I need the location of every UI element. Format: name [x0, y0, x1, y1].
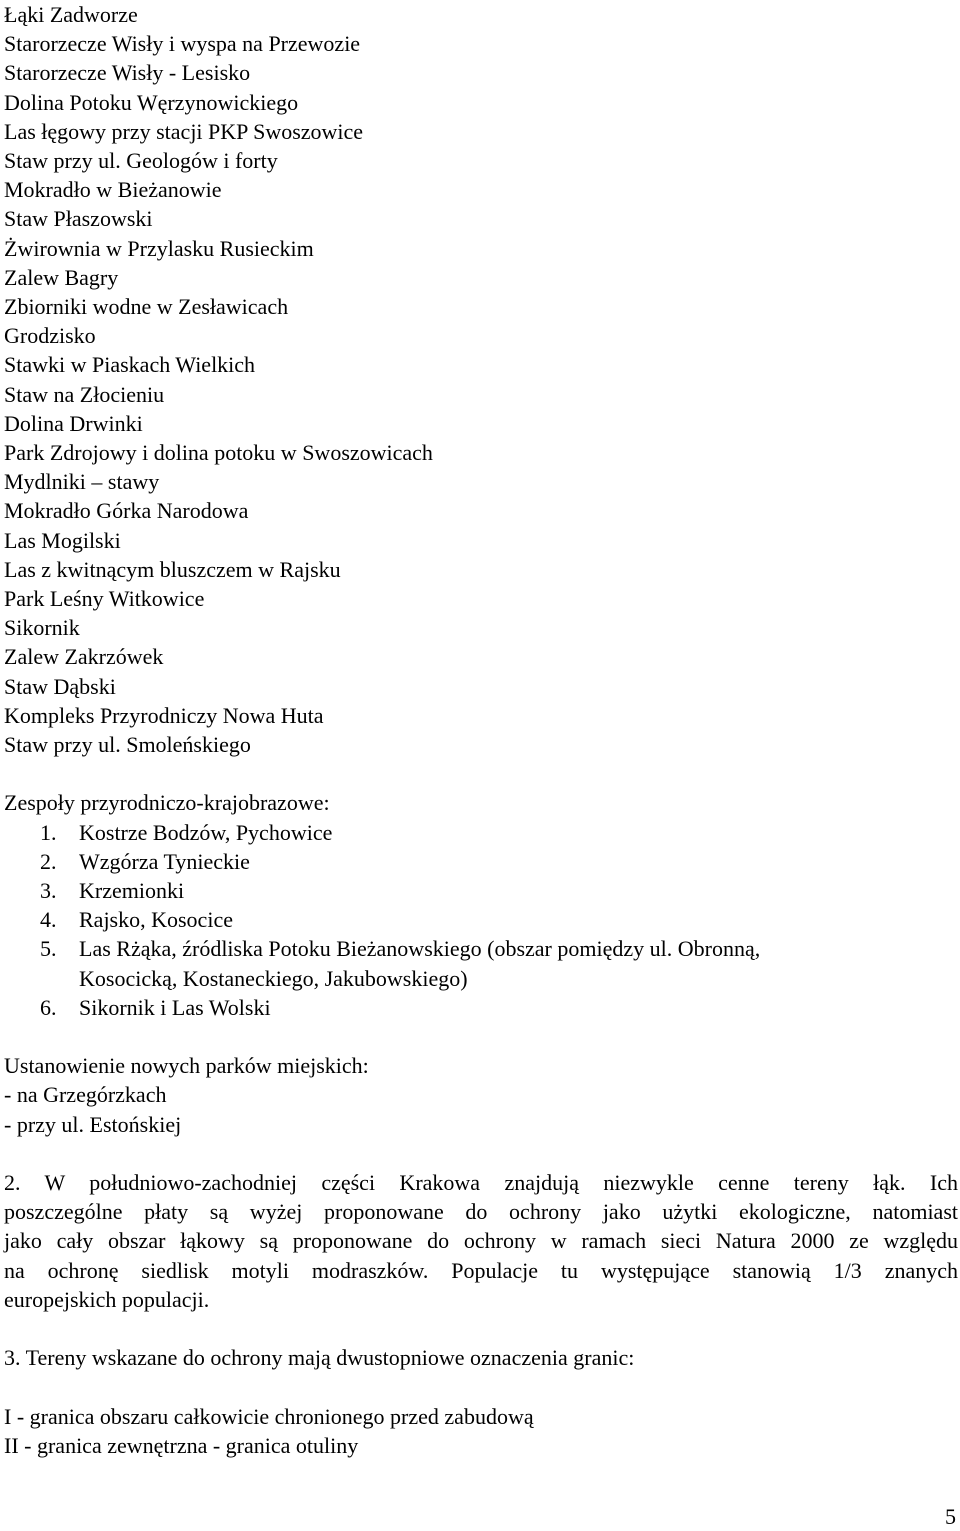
list-item-text: Wzgórza Tynieckie	[79, 848, 250, 874]
list-item-text: Kosocicką, Kostaneckiego, Jakubowskiego)	[79, 965, 468, 991]
site-item: Sikornik	[4, 615, 80, 641]
site-item: Staw przy ul. Geologów i forty	[4, 148, 278, 174]
parks-heading: Ustanowienie nowych parków miejskich:	[4, 1053, 369, 1079]
spacer	[4, 1314, 958, 1343]
site-item: Staw przy ul. Smoleńskiego	[4, 732, 251, 758]
complexes-list	[4, 818, 958, 1022]
site-item: Las łęgowy przy stacji PKP Swoszowice	[4, 118, 364, 144]
parks-section	[4, 1051, 958, 1139]
site-item: Staw Płaszowski	[4, 206, 153, 232]
site-item: Las Mogilski	[4, 527, 121, 553]
spacer	[4, 1022, 958, 1051]
site-item: Starorzecze Wisły - Lesisko	[4, 60, 251, 86]
site-item: Staw Dąbski	[4, 673, 116, 699]
paragraph-line: poszczególne płaty są wyżej proponowane do ochrony jako użytki ekologiczne, natomiast	[4, 1199, 958, 1225]
list-item-text: Las Rżąka, źródliska Potoku Bieżanowskiego (obszar pomiędzy ul. Obronną,	[79, 936, 761, 962]
list-item-number: 4.	[40, 907, 57, 933]
spacer	[4, 759, 958, 788]
parks-item: - na Grzegórzkach	[4, 1082, 167, 1108]
site-item: Dolina Drwinki	[4, 410, 143, 436]
list-item-text: Krzemionki	[79, 878, 185, 904]
list-item-number: 1.	[40, 819, 57, 845]
boundaries-list	[4, 1402, 958, 1460]
sites-list	[4, 0, 958, 759]
site-item: Zalew Zakrzówek	[4, 644, 164, 670]
site-item: Starorzecze Wisły i wyspa na Przewozie	[4, 31, 361, 57]
spacer	[4, 1372, 958, 1401]
site-item: Mokradło w Bieżanowie	[4, 177, 222, 203]
document-page	[4, 0, 958, 1460]
paragraph-line: europejskich populacji.	[4, 1286, 210, 1312]
site-item: Zalew Bagry	[4, 264, 119, 290]
list-item	[4, 934, 958, 992]
paragraph-line: na ochronę siedlisk motyli modraszków. Populacje tu występujące stanowią 1/3 znanych	[4, 1257, 958, 1283]
site-item: Dolina Potoku Węrzynowickiego	[4, 89, 299, 115]
parks-item: - przy ul. Estońskiej	[4, 1111, 182, 1137]
list-item	[4, 847, 958, 876]
paragraph-3: 3. Tereny wskazane do ochrony mają dwustopniowe oznaczenia granic:	[4, 1345, 635, 1371]
site-item: Grodzisko	[4, 323, 96, 349]
site-item: Mydlniki – stawy	[4, 469, 160, 495]
list-item-text: Kostrze Bodzów, Pychowice	[79, 819, 333, 845]
site-item: Staw na Złocieniu	[4, 381, 165, 407]
boundary-item: II - granica zewnętrzna - granica otuliny	[4, 1432, 359, 1458]
list-item-number: 5.	[40, 936, 57, 962]
spacer	[4, 1139, 958, 1168]
list-item	[4, 993, 958, 1022]
complexes-section	[4, 788, 958, 1022]
list-item-text: Rajsko, Kosocice	[79, 907, 233, 933]
site-item: Kompleks Przyrodniczy Nowa Huta	[4, 702, 324, 728]
site-item: Żwirownia w Przylasku Rusieckim	[4, 235, 314, 261]
boundary-item: I - granica obszaru całkowicie chronionego przed zabudową	[4, 1403, 534, 1429]
site-item: Zbiorniki wodne w Zesławicach	[4, 294, 289, 320]
list-item	[4, 818, 958, 847]
page-number: 5	[945, 1504, 956, 1529]
site-item: Stawki w Piaskach Wielkich	[4, 352, 256, 378]
list-item	[4, 905, 958, 934]
list-item	[4, 876, 958, 905]
site-item: Mokradło Górka Narodowa	[4, 498, 249, 524]
site-item: Las z kwitnącym bluszczem w Rajsku	[4, 556, 341, 582]
list-item-number: 6.	[40, 994, 57, 1020]
list-item-number: 2.	[40, 848, 57, 874]
list-item-number: 3.	[40, 878, 57, 904]
paragraph-line: jako cały obszar łąkowy są proponowane do ochrony w ramach sieci Natura 2000 ze względu	[4, 1228, 958, 1254]
list-item-text: Sikornik i Las Wolski	[79, 994, 271, 1020]
site-item: Park Zdrojowy i dolina potoku w Swoszowicach	[4, 440, 433, 466]
site-item: Łąki Zadworze	[4, 2, 138, 27]
complexes-heading: Zespoły przyrodniczo-krajobrazowe:	[4, 790, 330, 816]
paragraph-2	[4, 1168, 958, 1314]
site-item: Park Leśny Witkowice	[4, 586, 205, 612]
paragraph-line: 2. W południowo-zachodniej części Krakowa znajdują niezwykle cenne tereny łąk. Ich	[4, 1170, 958, 1196]
